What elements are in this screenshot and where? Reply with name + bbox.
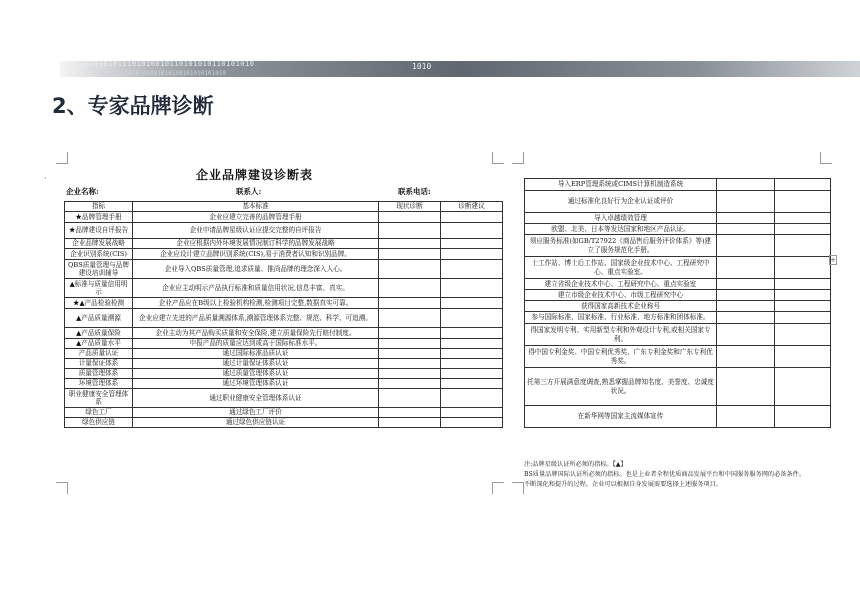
indicator-cell: ▲产品质量水平 [65,339,133,349]
table-row [65,223,503,239]
footnote-line-3: 不断深化和提升的过程。企业可以根据自身发展需要选择上述服务项目。 [524,481,722,488]
status-diagnosis-cell [379,408,441,418]
status-diagnosis-cell [717,224,775,235]
standard-cell: 导入ERP管理系统或CIMS计算机制造系统 [525,179,717,191]
indicator-cell: 产品质量认证 [65,349,133,359]
status-diagnosis-cell [717,279,775,290]
table-row [65,309,503,328]
bullet-mark: · [44,174,47,183]
indicator-cell: ★▲产品检验检测 [65,298,133,309]
standard-cell: 得中国专利金奖、中国专利优秀奖、广东专利金奖和广东专利优秀奖。 [525,346,717,368]
table-row [65,239,503,249]
diagnosis-advice-cell [775,312,831,324]
status-diagnosis-cell [379,379,441,389]
table-row [525,235,831,257]
status-diagnosis-cell [717,257,775,279]
standard-cell: 企业应主动明示产品执行标准和质量信用状况,信息丰富、真实。 [133,279,379,298]
column-header: 基本标准 [133,202,379,212]
status-diagnosis-cell [379,339,441,349]
diagnosis-advice-cell [441,379,503,389]
table-row [525,368,831,406]
crop-mark-icon [512,152,524,164]
standard-cell: 得国家发明专利、实用新型专利和外观设计专利,或相关国家专利。 [525,324,717,346]
crop-mark-icon [56,152,68,164]
status-diagnosis-cell [379,309,441,328]
status-diagnosis-cell [717,346,775,368]
indicator-cell: 环境管理体系 [65,379,133,389]
crop-mark-icon [512,482,524,494]
status-diagnosis-cell [379,279,441,298]
diagnosis-advice-cell [775,368,831,406]
crop-mark-icon [492,152,504,164]
table-row [65,328,503,339]
indicator-cell: 质量管理体系 [65,369,133,379]
crop-mark-icon [820,152,832,164]
diagnosis-advice-cell [775,179,831,191]
standard-cell: 企业应建立完善的品牌管理手册 [133,212,379,223]
standard-cell: 通过绿色供应链认证 [133,418,379,428]
table-row [65,408,503,418]
crop-mark-icon [492,482,504,494]
standard-cell: 欧盟、北美、日本等发达国家和地区产品认证。 [525,224,717,235]
header-tag: 1010 [412,62,432,71]
table-row [525,191,831,213]
diagnosis-advice-cell [441,418,503,428]
standard-cell: 通过计量保证体系认证 [133,359,379,369]
table-row [65,279,503,298]
table-row [525,257,831,279]
diagnosis-advice-cell [441,279,503,298]
diagnosis-table-continued [524,178,831,428]
header-banner [0,0,860,78]
indicator-cell: ▲标准与质量信用明示 [65,279,133,298]
footnote-line-1: 注:品牌星级认证所必须的指标。【▲】 [524,461,627,468]
standard-cell: 须应服务标准(如GB/T27922《商品售后服务评价体系》等)建立了服务规范化手册。 [525,235,717,257]
standard-cell: 申报产品的质量应达到或高于国际标准水平。 [133,339,379,349]
footnote-line-2: BS质量品牌国际认证所必须的指标。也是上业者全程优质商品发展平台和中国服务服务网的必备条件。 [524,471,806,478]
indicator-cell: 计量保证体系 [65,359,133,369]
company-name-label: 企业名称: [66,187,99,196]
status-diagnosis-cell [379,418,441,428]
diagnosis-advice-cell [775,191,831,213]
standard-cell: 企业导入QBS质量管理,追求质量、推尚品牌的理念深入人心。 [133,260,379,279]
standard-cell: 获得国家高新技术企业称号 [525,301,717,312]
status-diagnosis-cell [379,359,441,369]
indicator-cell: ★品牌建设自评报告 [65,223,133,239]
standard-cell: 企业应设计建立品牌识别系统(CIS),易于消费者认知和识别品牌。 [133,249,379,260]
standard-cell: 建立市级企业技术中心、市级工程研究中心 [525,290,717,301]
diagnosis-advice-cell [441,359,503,369]
status-diagnosis-cell [717,312,775,324]
diagnosis-table [64,201,503,428]
standard-cell: 企业主动为其产品购买质量和安全保险,建立质量保险先行赔付制度。 [133,328,379,339]
diagnosis-advice-cell [441,339,503,349]
diagnosis-advice-cell [441,212,503,223]
diagnosis-advice-cell [775,224,831,235]
table-row [65,379,503,389]
table-row [525,179,831,191]
table-row [65,369,503,379]
table-row [65,212,503,223]
phone-label: 联系电话: [398,187,431,196]
diagnosis-advice-cell [441,349,503,359]
diagnosis-advice-cell [441,223,503,239]
contact-label: 联系人: [236,187,262,196]
table-row [525,406,831,428]
table-row [525,290,831,301]
diagnosis-advice-cell [775,301,831,312]
standard-cell: 企业申请品牌星级认证应提交完整的自评报告 [133,223,379,239]
status-diagnosis-cell [717,179,775,191]
status-diagnosis-cell [717,406,775,428]
status-diagnosis-cell [379,260,441,279]
binary-decoration: 1010101011101010010110101010110101010 [80,60,255,68]
status-diagnosis-cell [379,328,441,339]
standard-cell: 在新华网等国家主流媒体宣传 [525,406,717,428]
indicator-cell: 绿色工厂 [65,408,133,418]
diagnosis-advice-cell [775,279,831,290]
column-header: 指标 [65,202,133,212]
diagnosis-table-title: 企业品牌建设诊断表 [196,168,314,182]
standard-cell: 企业应建立先进的产品质量溯源体系,溯源管理体系完整、规范、科学、可追溯。 [133,309,379,328]
table-row [525,324,831,346]
standard-cell: 通过职业健康安全管理体系认证 [133,389,379,408]
standard-cell: 通过标准化良好行为企业认证或评价 [525,191,717,213]
indicator-cell: 企业品牌发展战略 [65,239,133,249]
standard-cell: 士工作站、博士后工作站、国家级企业技术中心、工程研究中心、重点实验室。 [525,257,717,279]
table-row [525,312,831,324]
status-diagnosis-cell [717,213,775,224]
status-diagnosis-cell [379,249,441,260]
diagnosis-advice-cell [441,260,503,279]
crop-mark-icon [56,482,68,494]
table-row [525,301,831,312]
table-row [65,298,503,309]
table-row [65,349,503,359]
diagnosis-advice-cell [441,239,503,249]
indicator-cell: QBS质量管理与品牌建设培训辅导 [65,260,133,279]
standard-cell: 通过绿色工厂评价 [133,408,379,418]
table-row [525,213,831,224]
indicator-cell: ▲产品质量溯源 [65,309,133,328]
indicator-cell: ▲产品质量保险 [65,328,133,339]
table-row [525,279,831,290]
diagnosis-advice-cell [441,298,503,309]
indicator-cell: ★品牌管理手册 [65,212,133,223]
standard-cell: 托第三方开展满意度调查,熟悉掌握品牌知名度、美誉度、忠诚度状况。 [525,368,717,406]
standard-cell: 参与国际标准、国家标准、行业标准、地方标准和团体标准。 [525,312,717,324]
standard-cell: 企业应根据内外环境发展情况制订科学的品牌发展战略 [133,239,379,249]
status-diagnosis-cell [379,212,441,223]
status-diagnosis-cell [379,349,441,359]
diagnosis-advice-cell [775,346,831,368]
table-row [65,249,503,260]
binary-decoration-2: 101010101010101001010100101010101010 [96,70,227,77]
indicator-cell: 绿色供应链 [65,418,133,428]
indicator-cell: 企业识别系统(CIS) [65,249,133,260]
table-row [525,346,831,368]
status-diagnosis-cell [379,223,441,239]
expand-marker-icon: + [830,256,836,264]
status-diagnosis-cell [717,290,775,301]
diagnosis-advice-cell [775,290,831,301]
diagnosis-advice-cell [441,369,503,379]
diagnosis-advice-cell [441,309,503,328]
standard-cell: 企业产品应在B级以上检验机构检测,检测项目完整,数据真实可靠。 [133,298,379,309]
diagnosis-advice-cell [775,257,831,279]
table-row [65,339,503,349]
standard-cell: 通过质量管理体系认证 [133,369,379,379]
standard-cell: 通过国际标准品质认证 [133,349,379,359]
column-header: 现状诊断 [379,202,441,212]
standard-cell: 建立省级企业技术中心、工程研究中心、重点实验室 [525,279,717,290]
status-diagnosis-cell [379,389,441,408]
diagnosis-advice-cell [441,389,503,408]
table-row [65,359,503,369]
table-header-row [65,202,503,212]
status-diagnosis-cell [717,301,775,312]
diagnosis-advice-cell [441,408,503,418]
status-diagnosis-cell [717,235,775,257]
indicator-cell: 职业健康安全管理体系 [65,389,133,408]
status-diagnosis-cell [717,191,775,213]
slide-title: 2、专家品牌诊断 [52,94,214,118]
diagnosis-advice-cell [775,213,831,224]
status-diagnosis-cell [717,368,775,406]
diagnosis-advice-cell [775,406,831,428]
standard-cell: 导入卓越绩效管理 [525,213,717,224]
diagnosis-advice-cell [441,249,503,260]
standard-cell: 通过环境管理体系认证 [133,379,379,389]
status-diagnosis-cell [379,369,441,379]
table-row [65,260,503,279]
status-diagnosis-cell [379,239,441,249]
status-diagnosis-cell [717,324,775,346]
status-diagnosis-cell [379,298,441,309]
table-row [65,418,503,428]
table-row [525,224,831,235]
diagnosis-advice-cell [441,328,503,339]
diagnosis-advice-cell [775,235,831,257]
column-header: 诊断建议 [441,202,503,212]
diagnosis-advice-cell [775,324,831,346]
table-row [65,389,503,408]
